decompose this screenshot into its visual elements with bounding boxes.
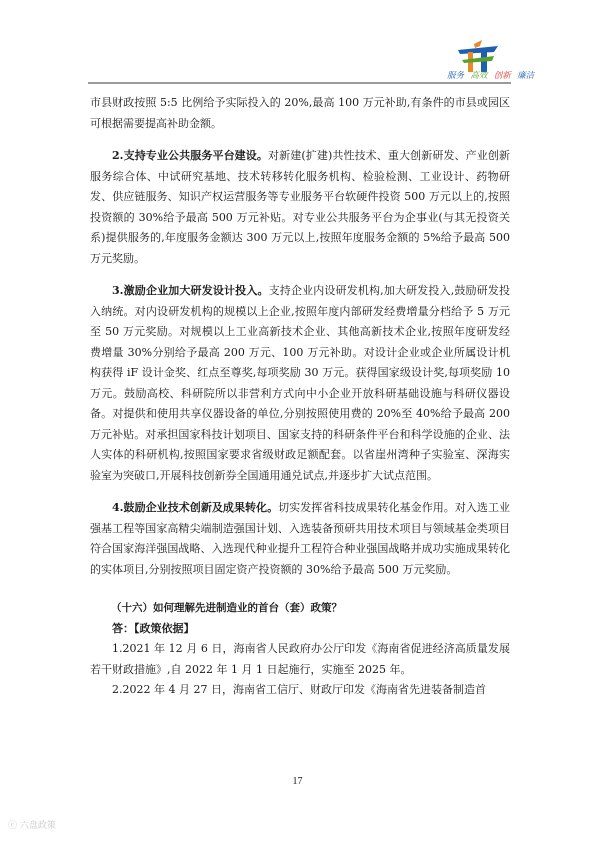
reference-item: 2.2022 年 4 月 27 日，海南省工信厅、财政厅印发《海南省先进装备制造首 bbox=[112, 683, 486, 696]
slogan-word: 高效 bbox=[470, 70, 488, 80]
header-slogan bbox=[447, 69, 538, 81]
page-header bbox=[0, 0, 595, 90]
slogan-word: 廉洁 bbox=[517, 70, 535, 80]
paragraph: 市县财政按照 5:5 比例给予实际投入的 20%,最高 100 万元补助,有条件的市县或园区可根据需要提高补助金额。 bbox=[90, 96, 510, 130]
document-body bbox=[90, 93, 510, 701]
watermark: ⓒ 六盘政策 bbox=[8, 821, 56, 831]
answer-label: 答：【政策依据】 bbox=[112, 621, 195, 635]
item-heading: 4.鼓励企业技术创新及成果转化。 bbox=[112, 501, 279, 514]
question-heading: （十六）如何理解先进制造业的首台（套）政策？ bbox=[111, 602, 342, 614]
item-heading: 2.支持专业公共服务平台建设。 bbox=[112, 149, 269, 162]
item-text: 切实发挥省科技成果转化基金作用。对入选工业强基工程等国家高精尖端制造强国计划、入选装备预研共用技术项目与领域基金类项目符合国家海洋强国战略、入选现代种业提升工程符合种业强国战略并成功实施成果转化的实体项目,分别按照项目固定资产投资额的 30%给予最高 500 万元奖励。 bbox=[90, 501, 511, 576]
header-divider bbox=[88, 82, 511, 84]
paragraph bbox=[90, 281, 510, 486]
reference-item: 1.2021 年 12 月 6 日，海南省人民政府办公厅印发《海南省促进经济高质量发展若干财政措施》,自 2022 年 1 月 1 日起施行，实施至 2025 年。 bbox=[90, 642, 510, 676]
slogan-word: 服务 bbox=[447, 70, 465, 80]
paragraph bbox=[90, 146, 510, 269]
item-heading: 3.激励企业加大研发设计投入。 bbox=[112, 284, 269, 297]
page-number: 17 bbox=[292, 776, 303, 787]
slogan-word: 创新 bbox=[493, 70, 511, 80]
item-text: 支持企业内设研发机构,加大研发投入,鼓励研发投入纳统。对内设研发机构的规模以上企业,按照年度内部研发经费增量分档给予 5 万元至 50 万元奖励。对规模以上工业高新技术企业、其他高新技术企业,按照年度研发经费增量 30%分别给予最高 200 万元、100 万元补助。对设计企业或企业所属设计机构获得 iF 设计金奖、红点至尊奖,每项奖励 30 万元。获得国家级设计奖,每项奖励 10 万元。鼓励高校、科研院所以非营利方式向中小企业开放科研基础设施与科研仪器设备。对提供和使用共享仪器设备的单位,分别按照使用费的 20%至 40%给予最高 200 万元补贴。对承担国家科技计划项目、国家支持的科研条件平台和科学设施的企业、法人实体的科研机构,按照国家要求省级财政足额配套。以省崖州湾种子实验室、深海实验室为突破口,开展科技创新券全国通用通兑试点,并逐步扩大试点范围。 bbox=[90, 284, 511, 482]
item-text: 对新建(扩建)共性技术、重大创新研发、产业创新服务综合体、中试研究基地、技术转移转化服务机构、检验检测、工业设计、药物研发、供应链服务、知识产权运营服务等专业服务平台软硬件投资 500 万元以上的,按照投资额的 30%给予最高 500 万元补贴。对专业公共服务平台为企事业(与其无投资关系)提供服务的,年度服务金额达 300 万元以上,按照年度服务金额的 5%给予最高 500 万元奖励。 bbox=[90, 149, 510, 265]
paragraph bbox=[90, 498, 510, 580]
